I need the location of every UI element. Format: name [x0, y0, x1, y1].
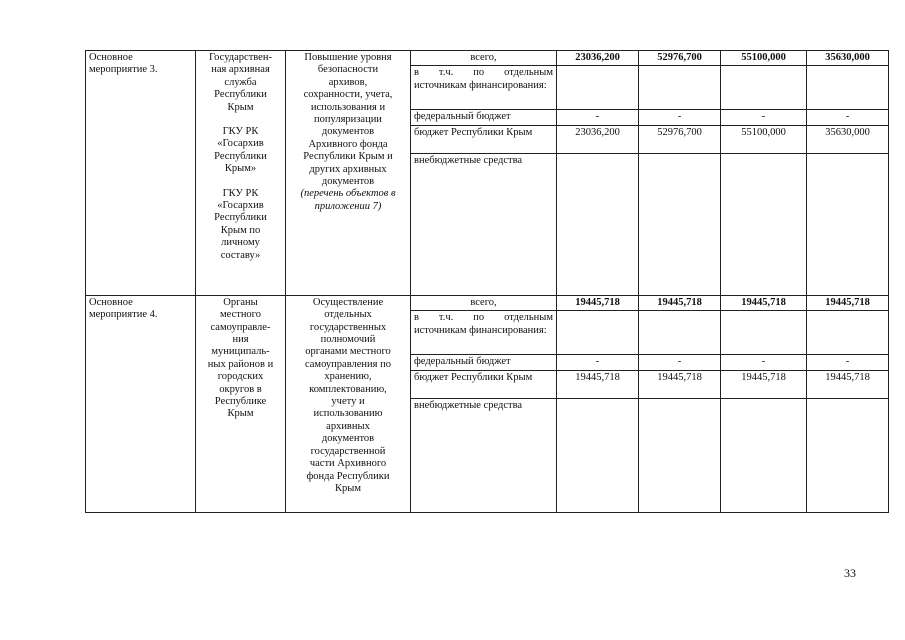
cell-line: служба: [224, 76, 257, 88]
incl-label: в т.ч. по отдельным источникам финансирования:: [411, 66, 557, 110]
cell-line: Республики: [214, 150, 267, 162]
cell-line: ГКУ РК: [222, 187, 259, 199]
incl-label: в т.ч. по отдельным источникам финансирования:: [411, 311, 557, 355]
cell-line: других архивных: [309, 163, 387, 175]
total-value: 19445,718: [557, 295, 639, 310]
cell-line: приложении 7): [314, 200, 382, 212]
regional-label: бюджет Республики Крым: [411, 370, 557, 398]
cell-line: Основное: [89, 52, 133, 63]
federal-value: -: [639, 355, 721, 370]
cell-line: местного: [220, 309, 261, 321]
cell-line: личному: [221, 237, 260, 249]
federal-value: -: [557, 355, 639, 370]
table-row: [86, 51, 889, 66]
federal-value: -: [721, 110, 807, 125]
cell-line: ГКУ РК: [222, 126, 259, 138]
cell-line: хранению,: [324, 371, 372, 383]
cell-line: городских: [217, 371, 264, 383]
federal-value: -: [807, 110, 889, 125]
regional-value: 52976,700: [639, 125, 721, 153]
cell-line: ния: [232, 334, 249, 346]
cell-line: популяризации: [314, 114, 382, 126]
cell-line: использования и: [310, 101, 386, 113]
cell-line: отдельных: [324, 309, 372, 321]
regional-value: 19445,718: [639, 370, 721, 398]
regional-value: 19445,718: [557, 370, 639, 398]
regional-value: 19445,718: [807, 370, 889, 398]
executor-cell: [196, 295, 286, 512]
federal-value: -: [807, 355, 889, 370]
cell-line: Крым: [227, 101, 254, 113]
cell-line: Крым: [335, 482, 361, 494]
extra-label: внебюджетные средства: [411, 398, 557, 512]
total-value: 23036,200: [557, 51, 639, 66]
cell-line: Республики Крым и: [303, 151, 393, 163]
cell-line: Крым по: [220, 224, 261, 236]
cell-line: учету и: [331, 396, 365, 408]
federal-label: федеральный бюджет: [411, 110, 557, 125]
cell-line: Республики: [214, 212, 267, 224]
federal-value: -: [721, 355, 807, 370]
total-label: всего,: [411, 295, 557, 310]
cell-line: комплектованию,: [309, 383, 387, 395]
cell-line: Основное: [89, 296, 133, 308]
regional-value: 35630,000: [807, 125, 889, 153]
cell-line: документов: [321, 176, 375, 188]
description-note: [289, 188, 407, 213]
cell-line: мероприятие 4.: [89, 309, 158, 321]
cell-line: части Архивного: [309, 458, 387, 470]
cell-line: [199, 114, 282, 126]
cell-line: фонда Республики: [306, 470, 390, 482]
cell-line: сохранности, учета,: [303, 89, 393, 101]
cell-line: Крым»: [224, 163, 257, 175]
cell-line: Архивного фонда: [308, 138, 388, 150]
budget-table: [85, 50, 889, 513]
cell-line: Государствен-: [209, 52, 272, 63]
federal-value: -: [639, 110, 721, 125]
table-row: [86, 295, 889, 310]
cell-line: органами местного: [305, 346, 391, 358]
cell-line: [199, 176, 282, 188]
cell-line: составу»: [220, 249, 261, 261]
cell-line: «Госархив: [217, 138, 264, 150]
total-value: 52976,700: [639, 51, 721, 66]
cell-line: (перечень объектов в: [300, 188, 396, 200]
cell-line: Республики: [214, 89, 267, 101]
cell-line: Крым: [227, 408, 254, 420]
description-cell: [286, 51, 411, 296]
cell-line: самоуправления по: [304, 358, 391, 370]
regional-value: 55100,000: [721, 125, 807, 153]
cell-line: муниципаль-: [211, 346, 270, 358]
total-value: 55100,000: [721, 51, 807, 66]
cell-line: мероприятие 3.: [89, 64, 158, 76]
regional-value: 23036,200: [557, 125, 639, 153]
cell-line: Республике: [214, 396, 267, 408]
federal-value: -: [557, 110, 639, 125]
cell-line: «Госархив: [217, 200, 264, 212]
cell-line: Осуществление: [312, 296, 384, 308]
cell-line: округов в: [219, 383, 262, 395]
measure-name-cell: [86, 51, 196, 296]
cell-line: полномочий: [320, 334, 376, 346]
cell-line: самоуправле-: [210, 321, 271, 333]
regional-label: бюджет Республики Крым: [411, 125, 557, 153]
cell-line: ных районов и: [207, 358, 274, 370]
executor-cell: [196, 51, 286, 296]
cell-line: документов: [321, 126, 375, 138]
cell-line: архивов,: [328, 76, 368, 88]
measure-name-cell: [86, 295, 196, 512]
description-cell: [286, 295, 411, 512]
total-value: 19445,718: [639, 295, 721, 310]
total-value: 35630,000: [807, 51, 889, 66]
cell-line: государственной: [310, 445, 386, 457]
cell-line: Повышение уровня: [304, 52, 392, 63]
regional-value: 19445,718: [721, 370, 807, 398]
cell-line: использованию: [313, 408, 383, 420]
total-value: 19445,718: [807, 295, 889, 310]
cell-line: Органы: [223, 296, 258, 308]
cell-line: архивных: [326, 420, 370, 432]
cell-line: документов: [321, 433, 375, 445]
extra-label: внебюджетные средства: [411, 153, 557, 295]
cell-line: государственных: [309, 321, 387, 333]
total-label: всего,: [411, 51, 557, 66]
federal-label: федеральный бюджет: [411, 355, 557, 370]
page-number: 33: [844, 566, 856, 580]
cell-line: ная архивная: [211, 64, 270, 76]
cell-line: безопасности: [317, 64, 379, 76]
total-value: 19445,718: [721, 295, 807, 310]
